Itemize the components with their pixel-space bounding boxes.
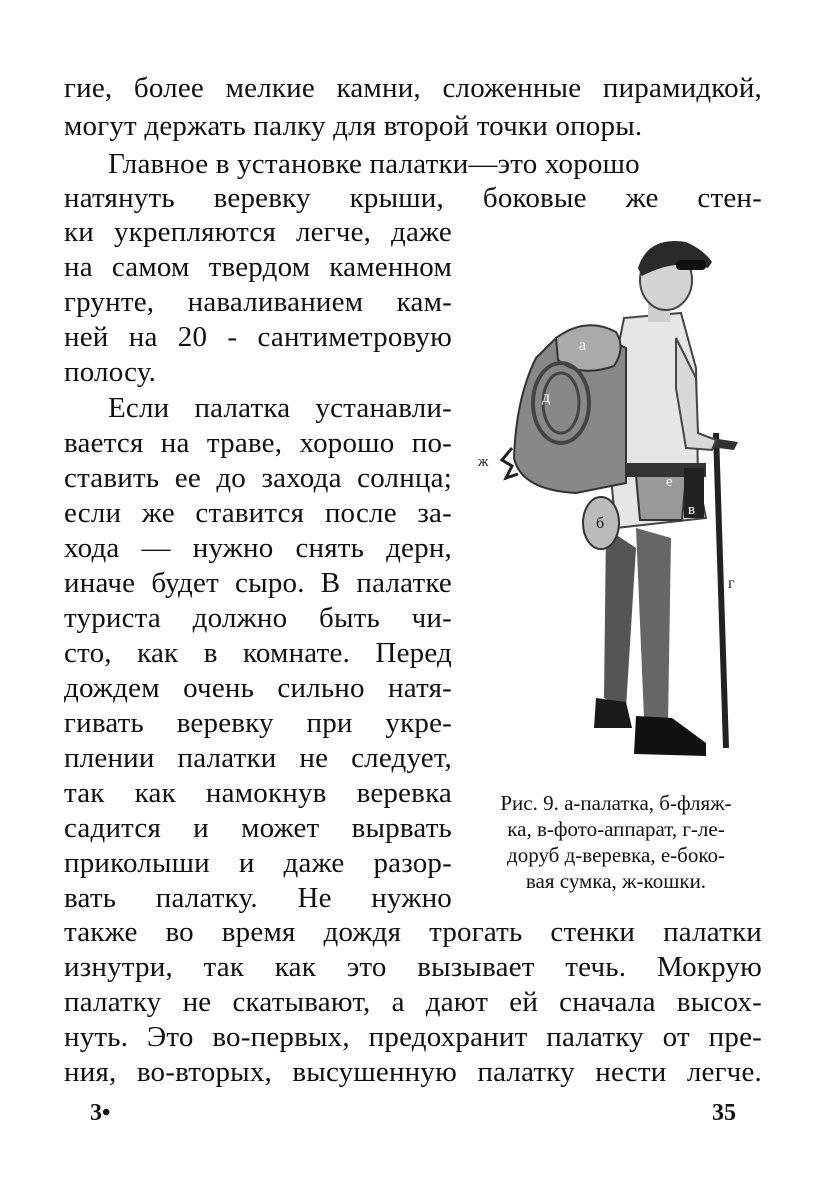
label-b: б	[596, 515, 605, 532]
ice-axe-shaft	[716, 433, 726, 748]
text-line: нуть. Это во-первых, предохранит палатку от пре-	[64, 1021, 762, 1053]
label-v: в	[688, 502, 696, 518]
caption-line: доруб д-веревка, е-боко-	[507, 843, 725, 867]
signature-mark: 3•	[90, 1100, 111, 1126]
text-line: иначе будет сыро. В палатке	[64, 567, 452, 599]
right-leg	[636, 528, 671, 723]
text-line: так как намокнув веревка	[64, 777, 452, 809]
text-line: туриста должно быть чи-	[64, 602, 452, 634]
label-g: г	[728, 575, 735, 592]
text-line: изнутри, так как это вызывает течь. Мокрую	[64, 951, 762, 983]
text-line: садится и может вырвать	[64, 812, 452, 844]
text-line: грунте, наваливанием кам-	[64, 286, 452, 318]
text-line: палатку не скатывают, а дают ей сначала высох-	[64, 986, 762, 1018]
text-line: ния, во-вторых, высушенную палатку нести легче.	[64, 1056, 762, 1088]
figure-caption	[466, 790, 766, 894]
label-e: е	[666, 474, 673, 490]
caption-line: ка, в-фото-аппарат, г-ле-	[507, 817, 725, 841]
caption-line: Рис. 9. а-палатка, б-фляж-	[500, 791, 732, 815]
text-line: плении палатки не следует,	[64, 742, 452, 774]
text-line: ки укрепляются легче, даже	[64, 216, 452, 248]
text-line: натянуть веревку крыши, боковые же стен-	[64, 182, 762, 214]
side-bag	[636, 476, 686, 520]
text-line: если же ставится после за-	[64, 497, 452, 529]
text-line: гие, более мелкие камни, сложенные пирамидкой,	[64, 72, 762, 104]
text-line: ней на 20 - сантиметровую	[64, 321, 452, 353]
label-zh: ж	[478, 454, 489, 470]
hiker-illustration	[476, 228, 766, 768]
text-line: также во время дождя трогать стенки палатки	[64, 916, 762, 948]
text-line: вается на траве, хорошо по-	[64, 427, 452, 459]
text-line: Если палатка устанавли-	[108, 392, 452, 424]
text-line: на самом твердом каменном	[64, 251, 452, 283]
left-leg	[604, 528, 636, 708]
right-boot	[634, 716, 706, 756]
text-line: дождем очень сильно натя-	[64, 672, 452, 704]
text-line: гивать веревку при укре-	[64, 707, 452, 739]
text-line: вать палатку. Не нужно	[64, 882, 452, 914]
text-line: ставить ее до захода солнца;	[64, 462, 452, 494]
text-line: Главное в установке палатки—это хорошо	[108, 148, 640, 180]
label-a: а	[579, 337, 587, 354]
text-line: приколыши и даже разор-	[64, 847, 452, 879]
text-line: могут держать палку для второй точки опоры.	[64, 110, 643, 142]
text-line: полосу.	[64, 356, 157, 388]
goggles	[676, 260, 706, 270]
text-line: сто, как в комнате. Перед	[64, 637, 452, 669]
page-number: 35	[712, 1100, 736, 1126]
caption-line: вая сумка, ж-кошки.	[525, 869, 707, 893]
label-d: д	[542, 389, 551, 406]
text-line: хода — нужно снять дерн,	[64, 532, 452, 564]
